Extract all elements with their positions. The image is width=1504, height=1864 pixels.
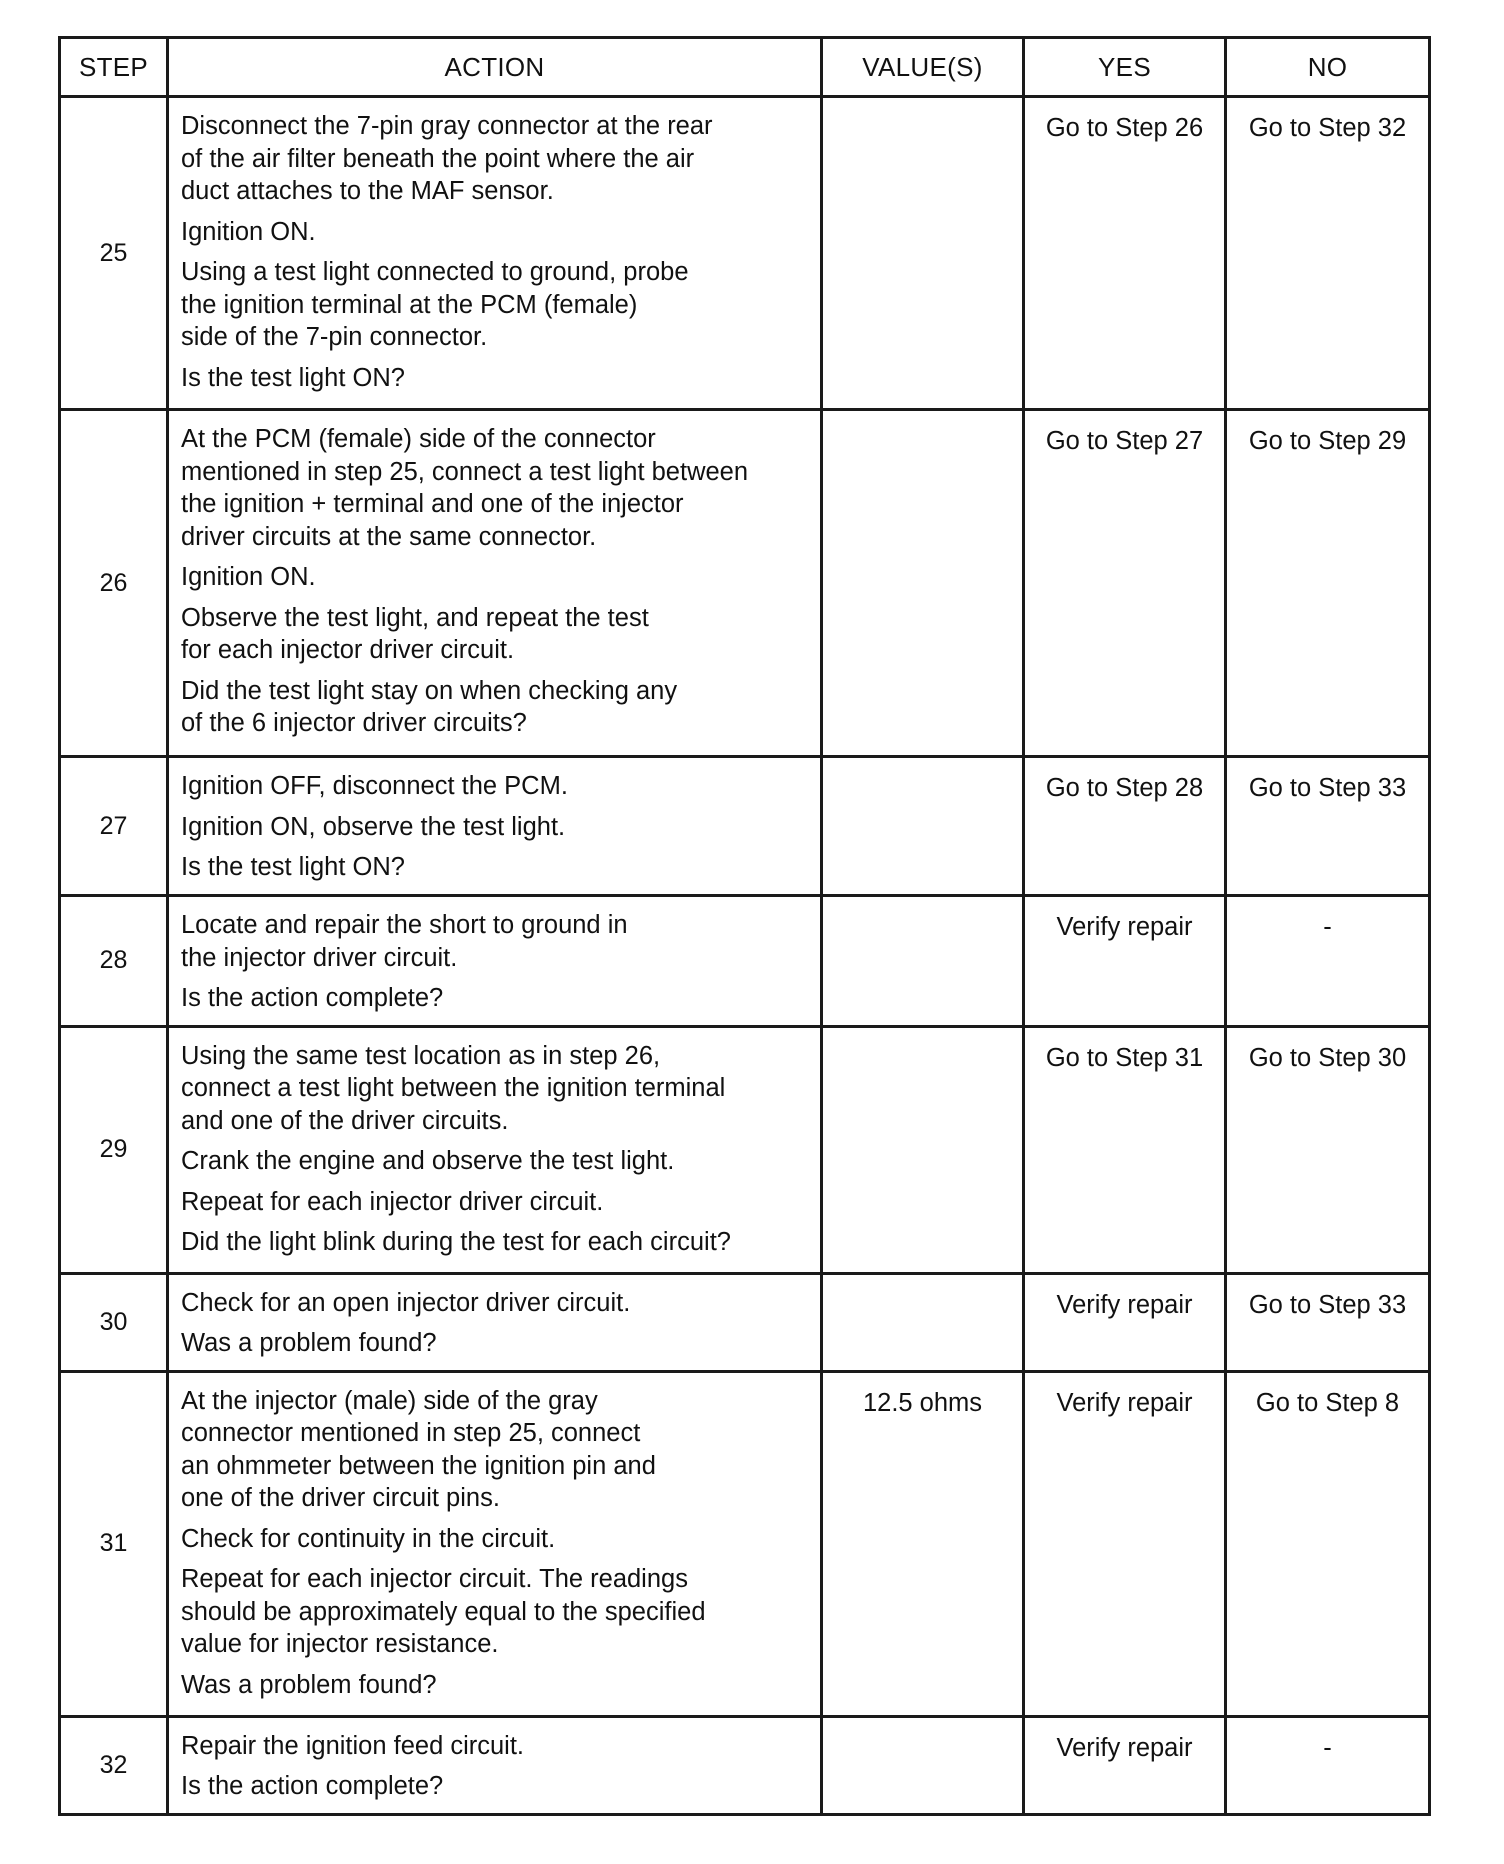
action-line: Disconnect the 7-pin gray connector at the rear of the air filter beneath the point where the air duct attaches to the MAF sensor. xyxy=(181,112,713,205)
action-line: Check for an open injector driver circuit. xyxy=(181,1288,631,1317)
header-action: ACTION xyxy=(168,38,822,97)
value-cell xyxy=(822,1716,1024,1814)
table-row xyxy=(60,1716,1430,1814)
value-cell xyxy=(822,97,1024,410)
action-line: Was a problem found? xyxy=(181,1329,437,1357)
diagnostic-table-container xyxy=(58,36,1428,1816)
action-line: Crank the engine and observe the test light. xyxy=(181,1147,675,1175)
no-cell: Go to Step 8 xyxy=(1226,1371,1430,1716)
action-cell xyxy=(168,410,822,757)
action-line: At the injector (male) side of the gray connector mentioned in step 25, connect an ohmmeter between the ignition pin and one of the driver circuit pins. xyxy=(181,1386,656,1512)
table-row xyxy=(60,1026,1430,1273)
action-line: Repeat for each injector circuit. The readings should be approximately equal to the specified value for injector resistance. xyxy=(181,1565,706,1658)
table-body xyxy=(60,97,1430,1815)
action-line: Was a problem found? xyxy=(181,1670,437,1699)
action-cell xyxy=(168,757,822,896)
value-cell xyxy=(822,1026,1024,1273)
table-row xyxy=(60,757,1430,896)
action-line: Using the same test location as in step 26, connect a test light between the ignition terminal and one of the driver circuits. xyxy=(181,1041,726,1135)
action-line: Ignition ON, observe the test light. xyxy=(181,812,566,841)
step-number: 30 xyxy=(60,1273,168,1371)
action-line: Ignition OFF, disconnect the PCM. xyxy=(181,772,568,800)
action-line: Repair the ignition feed circuit. xyxy=(181,1731,525,1760)
step-number: 25 xyxy=(60,97,168,410)
table-header-row xyxy=(60,38,1430,97)
no-cell: Go to Step 33 xyxy=(1226,1273,1430,1371)
action-cell xyxy=(168,1273,822,1371)
action-line: Locate and repair the short to ground in the injector driver circuit. xyxy=(181,911,628,972)
value-cell: 12.5 ohms xyxy=(822,1371,1024,1716)
yes-cell: Go to Step 26 xyxy=(1024,97,1226,410)
action-line: Observe the test light, and repeat the test for each injector driver circuit. xyxy=(181,603,649,664)
yes-cell: Verify repair xyxy=(1024,896,1226,1027)
action-cell xyxy=(168,1026,822,1273)
header-no: NO xyxy=(1226,38,1430,97)
no-cell: Go to Step 32 xyxy=(1226,97,1430,410)
action-line: Is the action complete? xyxy=(181,1772,444,1800)
step-number: 31 xyxy=(60,1371,168,1716)
step-number: 28 xyxy=(60,896,168,1027)
yes-cell: Verify repair xyxy=(1024,1371,1226,1716)
table-row xyxy=(60,1273,1430,1371)
action-cell xyxy=(168,1371,822,1716)
value-cell xyxy=(822,1273,1024,1371)
no-cell: - xyxy=(1226,896,1430,1027)
no-cell: Go to Step 33 xyxy=(1226,757,1430,896)
value-cell xyxy=(822,896,1024,1027)
action-line: Repeat for each injector driver circuit. xyxy=(181,1187,604,1216)
action-line: Is the action complete? xyxy=(181,984,444,1012)
action-line: Check for continuity in the circuit. xyxy=(181,1524,556,1553)
table-row xyxy=(60,97,1430,410)
no-cell: Go to Step 30 xyxy=(1226,1026,1430,1273)
step-number: 29 xyxy=(60,1026,168,1273)
value-cell xyxy=(822,757,1024,896)
action-cell xyxy=(168,896,822,1027)
yes-cell: Go to Step 31 xyxy=(1024,1026,1226,1273)
step-number: 32 xyxy=(60,1716,168,1814)
no-cell: - xyxy=(1226,1716,1430,1814)
action-cell xyxy=(168,97,822,410)
action-line: Did the test light stay on when checking any of the 6 injector driver circuits? xyxy=(181,676,678,737)
yes-cell: Verify repair xyxy=(1024,1273,1226,1371)
header-yes: YES xyxy=(1024,38,1226,97)
diagnostic-step-table xyxy=(58,36,1431,1816)
action-line: At the PCM (female) side of the connector mentioned in step 25, connect a test light between the ignition + terminal and one of the injector driver circuits at the same connector. xyxy=(181,425,749,551)
action-line: Ignition ON. xyxy=(181,563,316,591)
action-line: Is the test light ON? xyxy=(181,853,405,881)
table-row xyxy=(60,410,1430,757)
header-values: VALUE(S) xyxy=(822,38,1024,97)
header-step: STEP xyxy=(60,38,168,97)
table-row xyxy=(60,1371,1430,1716)
action-line: Using a test light connected to ground, probe the ignition terminal at the PCM (female) side of the 7-pin connector. xyxy=(181,258,689,351)
step-number: 27 xyxy=(60,757,168,896)
action-line: Is the test light ON? xyxy=(181,363,405,392)
action-cell xyxy=(168,1716,822,1814)
yes-cell: Go to Step 27 xyxy=(1024,410,1226,757)
yes-cell: Go to Step 28 xyxy=(1024,757,1226,896)
table-row xyxy=(60,896,1430,1027)
no-cell: Go to Step 29 xyxy=(1226,410,1430,757)
step-number: 26 xyxy=(60,410,168,757)
yes-cell: Verify repair xyxy=(1024,1716,1226,1814)
action-line: Ignition ON. xyxy=(181,217,316,246)
value-cell xyxy=(822,410,1024,757)
action-line: Did the light blink during the test for each circuit? xyxy=(181,1228,731,1256)
